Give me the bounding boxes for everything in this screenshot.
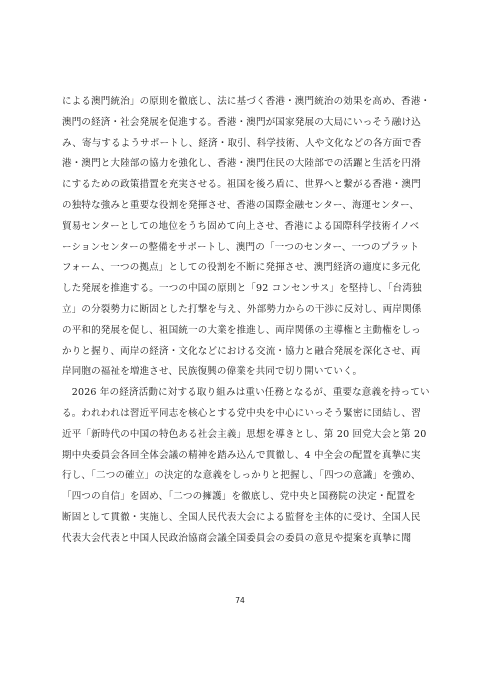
- text-line: 「四つの自信」を固め、「二つの擁護」を徹底し、党中央と国務院の決定・配置を: [62, 491, 416, 503]
- body-text: [62, 92, 431, 550]
- text-line: 代表大会代表と中国人民政治協商会議全国委員会の委員の意見や提案を真摯に聞: [62, 532, 412, 544]
- text-line: ーションセンターの整備をサポートし、澳門の「一つのセンター、一つのプラット: [62, 241, 420, 253]
- text-line: かりと握り、両岸の経済・文化などにおける交流・協力と融合発展を深化させ、両: [62, 345, 421, 357]
- text-line: 貿易センターとしての地位をうち固めて向上させ、香港による国際科学技術イノベ: [62, 220, 420, 232]
- text-line: による澳門統治」の原則を徹底し、法に基づく香港・澳門統治の効果を高め、香港・: [62, 96, 431, 107]
- text-line: 近平「新時代の中国の特色ある社会主義」思想を導きとし、第 20 回党大会と第 20: [62, 428, 427, 440]
- text-line: る。われわれは習近平同志を核心とする党中央を中心にいっそう緊密に団結し、習: [62, 407, 421, 419]
- text-line: の平和的発展を促し、祖国統一の大業を推進し、両岸関係の主導権と主動権をしっ: [62, 324, 421, 336]
- text-line: 断固として貫徹・実施し、全国人民代表大会による監督を主体的に受け、全国人民: [62, 511, 421, 523]
- page-number: 74: [235, 596, 245, 605]
- text-line: 立」の分裂勢力に断固とした打撃を与え、外部勢力からの干渉に反対し、両岸関係: [62, 303, 422, 315]
- text-line: 行し、「二つの確立」の決定的な意義をしっかりと把握し、「四つの意識」を強め、: [62, 470, 421, 482]
- text-line: 期中央委員会各回全体会議の精神を踏み込んで貫徹し、4 中全会の配置を真摯に実: [62, 449, 421, 461]
- text-line: 岸同胞の福祉を増進させ、民族復興の偉業を共同で切り開いていく。: [62, 366, 363, 378]
- text-line: フォーム、一つの拠点」としての役割を不断に発揮させ、澳門経済の適度に多元化: [62, 262, 421, 274]
- text-line: 港・澳門と大陸部の協力を強化し、香港・澳門住民の大陸部での活躍と生活を円滑: [62, 158, 421, 170]
- text-line: の独特な強みと重要な役割を発揮させ、香港の国際金融センター、海運センター、: [62, 199, 420, 211]
- text-line: 2026 年の経済活動に対する取り組みは重い任務となるが、重要な意義を持ってい: [62, 387, 430, 399]
- text-line: した発展を推進する。一つの中国の原則と「92 コンセンサス」を堅持し、「台湾独: [62, 283, 422, 295]
- text-line: 澳門の経済・社会発展を促進する。香港・澳門が国家発展の大局にいっそう融け込: [62, 116, 421, 128]
- text-line: み、寄与するようサポートし、経済・取引、科学技術、人や文化などの各方面で香: [62, 137, 422, 149]
- text-line: にするための政策措置を充実させる。祖国を後ろ盾に、世界へと繋がる香港・澳門: [62, 179, 421, 191]
